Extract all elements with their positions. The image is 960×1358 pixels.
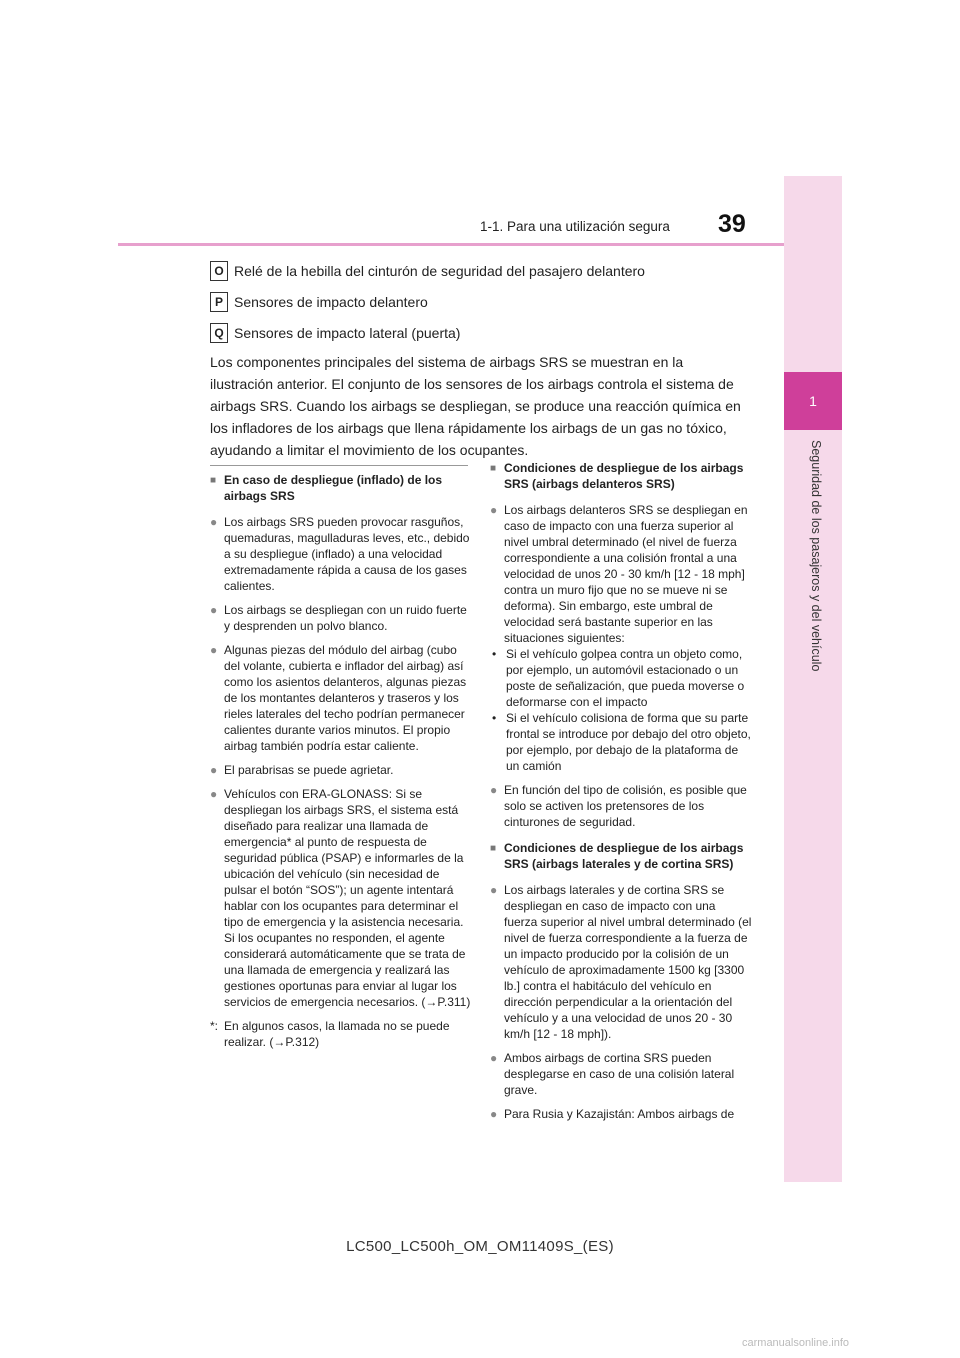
page-number: 39 [718,210,746,238]
sub-list-item: • Si el vehículo golpea contra un objeto como, por ejemplo, un automóvil estacionado o un poste de señalización, que pueda moverse o deformarse con el impacto [492,647,745,709]
section-title: 1-1. Para una utilización segura [480,219,670,234]
sub-list-item: • Si el vehículo colisiona de forma que su parte frontal se introduce por debajo del otro objeto, por ejemplo, por debajo de la plataforma de un camión [492,711,751,773]
bullet-dot-icon: ● [490,783,498,797]
bullet-dot-icon: ● [210,763,218,777]
bullet-dot-icon: ● [490,503,498,517]
square-bullet-icon: ■ [210,475,217,486]
intro-paragraph: Los componentes principales del sistema de airbags SRS se muestran en la ilustración anterior. El conjunto de los sensores de los airbags controla el sistema de airbags SRS. Cuando los airbags se despliegan, se produce una reacción química en los infladores de los airbags que llena rápidamente los airbags de un gas no tóxico, ayudando a limitar el movimiento de los ocupantes. [210,354,741,458]
legend-letter-box: P [210,292,228,312]
legend-letter-box: Q [210,323,228,343]
bullet-dot-icon: ● [210,603,218,617]
footnote [210,1018,472,1050]
footnote-text: En algunos casos, la llamada no se puede realizar. (→P.312) [224,1019,450,1049]
bullet-dot-icon: ● [490,1051,498,1065]
list-item: ● Los airbags se despliegan con un ruido fuerte y desprenden un polvo blanco. [210,603,467,633]
header-rule [118,243,784,246]
list-item: ● Ambos airbags de cortina SRS pueden desplegarse en caso de una colisión lateral grave. [490,1051,735,1097]
legend-item [210,261,645,281]
sub-bullet-icon: • [492,647,497,661]
right-column [490,460,752,1130]
list-item: ● Algunas piezas del módulo del airbag (cubo del volante, cubierta e inflador del airbag) así como los asientos delanteros, algunas piezas de los montantes delanteros y traseros y los rieles laterales del techo podrían permanecer calientes durante varios minutos. El propio airbag también podría estar caliente. [210,643,467,753]
legend-letter-box: O [210,261,228,281]
square-bullet-icon: ■ [490,463,497,474]
sub-bullet-icon: • [492,711,497,725]
square-bullet-icon: ■ [490,843,497,854]
legend-item [210,323,460,343]
list-item: ● En función del tipo de colisión, es posible que solo se activen los pretensores de los cinturones de seguridad. [490,783,747,829]
chapter-title: Seguridad de los pasajeros y del vehículo [809,440,823,672]
bullet-dot-icon: ● [210,643,218,657]
legend-item [210,292,428,312]
section-heading: ■ Condiciones de despliegue de los airbags SRS (airbags laterales y de cortina SRS) [490,841,744,871]
list-item: ● Los airbags delanteros SRS se despliegan en caso de impacto con una fuerza superior al nivel umbral determinado (el nivel de fuerza correspondiente a una colisión frontal a una velocidad de unos 20 - 30 km/h [12 - 18 mph] contra un muro fijo que no se mueve ni se deforma). Sin embargo, este umbral de velocidad será bastante superior en las situaciones siguientes: [490,503,748,645]
watermark: carmanualsonline.info [742,1337,850,1349]
legend-text: Sensores de impacto lateral (puerta) [234,325,461,341]
legend-text: Relé de la hebilla del cinturón de seguridad del pasajero delantero [234,263,645,279]
chapter-number: 1 [784,372,842,430]
legend-text: Sensores de impacto delantero [234,294,428,310]
left-column [210,460,472,1050]
list-item: ● Vehículos con ERA-GLONASS: Si se despliegan los airbags SRS, el sistema está diseñado para realizar una llamada de emergencia* al punto de respuesta de seguridad pública (PSAP) e informarles de la ubicación del vehículo (sin necesidad de pulsar el botón “SOS”); un agente intentará hablar con los ocupantes para determinar el tipo de emergencia y la asistencia necesaria. Si los ocupantes no responden, el agente considerará automáticamente que se trata de una llamada de emergencia y realizará las gestiones oportunas para enviar al lugar los servicios de emergencia necesarios. (→P.311) [210,787,471,1009]
bullet-dot-icon: ● [210,515,218,529]
list-item: ● El parabrisas se puede agrietar. [210,763,394,777]
document-footer-code: LC500_LC500h_OM_OM11409S_(ES) [346,1238,614,1255]
section-heading: ■ En caso de despliegue (inflado) de los airbags SRS [210,473,443,503]
list-item: ● Los airbags SRS pueden provocar rasguños, quemaduras, magulladuras leves, etc., debido a su despliegue (inflado) a una velocidad extremadamente rápida a causa de los gases calientes. [210,515,470,593]
list-item: ● Para Rusia y Kazajistán: Ambos airbags de [490,1107,735,1121]
section-heading: ■ Condiciones de despliegue de los airbags SRS (airbags delanteros SRS) [490,461,744,491]
bullet-dot-icon: ● [490,1107,498,1121]
list-item: ● Los airbags laterales y de cortina SRS se despliegan en caso de impacto con una fuerza superior al nivel umbral determinado (el nivel de fuerza correspondiente a la fuerza de un impacto producido por la colisión de un vehículo de aproximadamente 1500 kg [3300 lb.] contra el habitáculo del vehículo en dirección perpendicular a la orientación del vehículo y a una velocidad de unos 20 - 30 km/h [12 - 18 mph]). [490,883,752,1041]
bullet-dot-icon: ● [210,787,218,801]
footnote-mark: *: [210,1019,219,1033]
bullet-dot-icon: ● [490,883,498,897]
